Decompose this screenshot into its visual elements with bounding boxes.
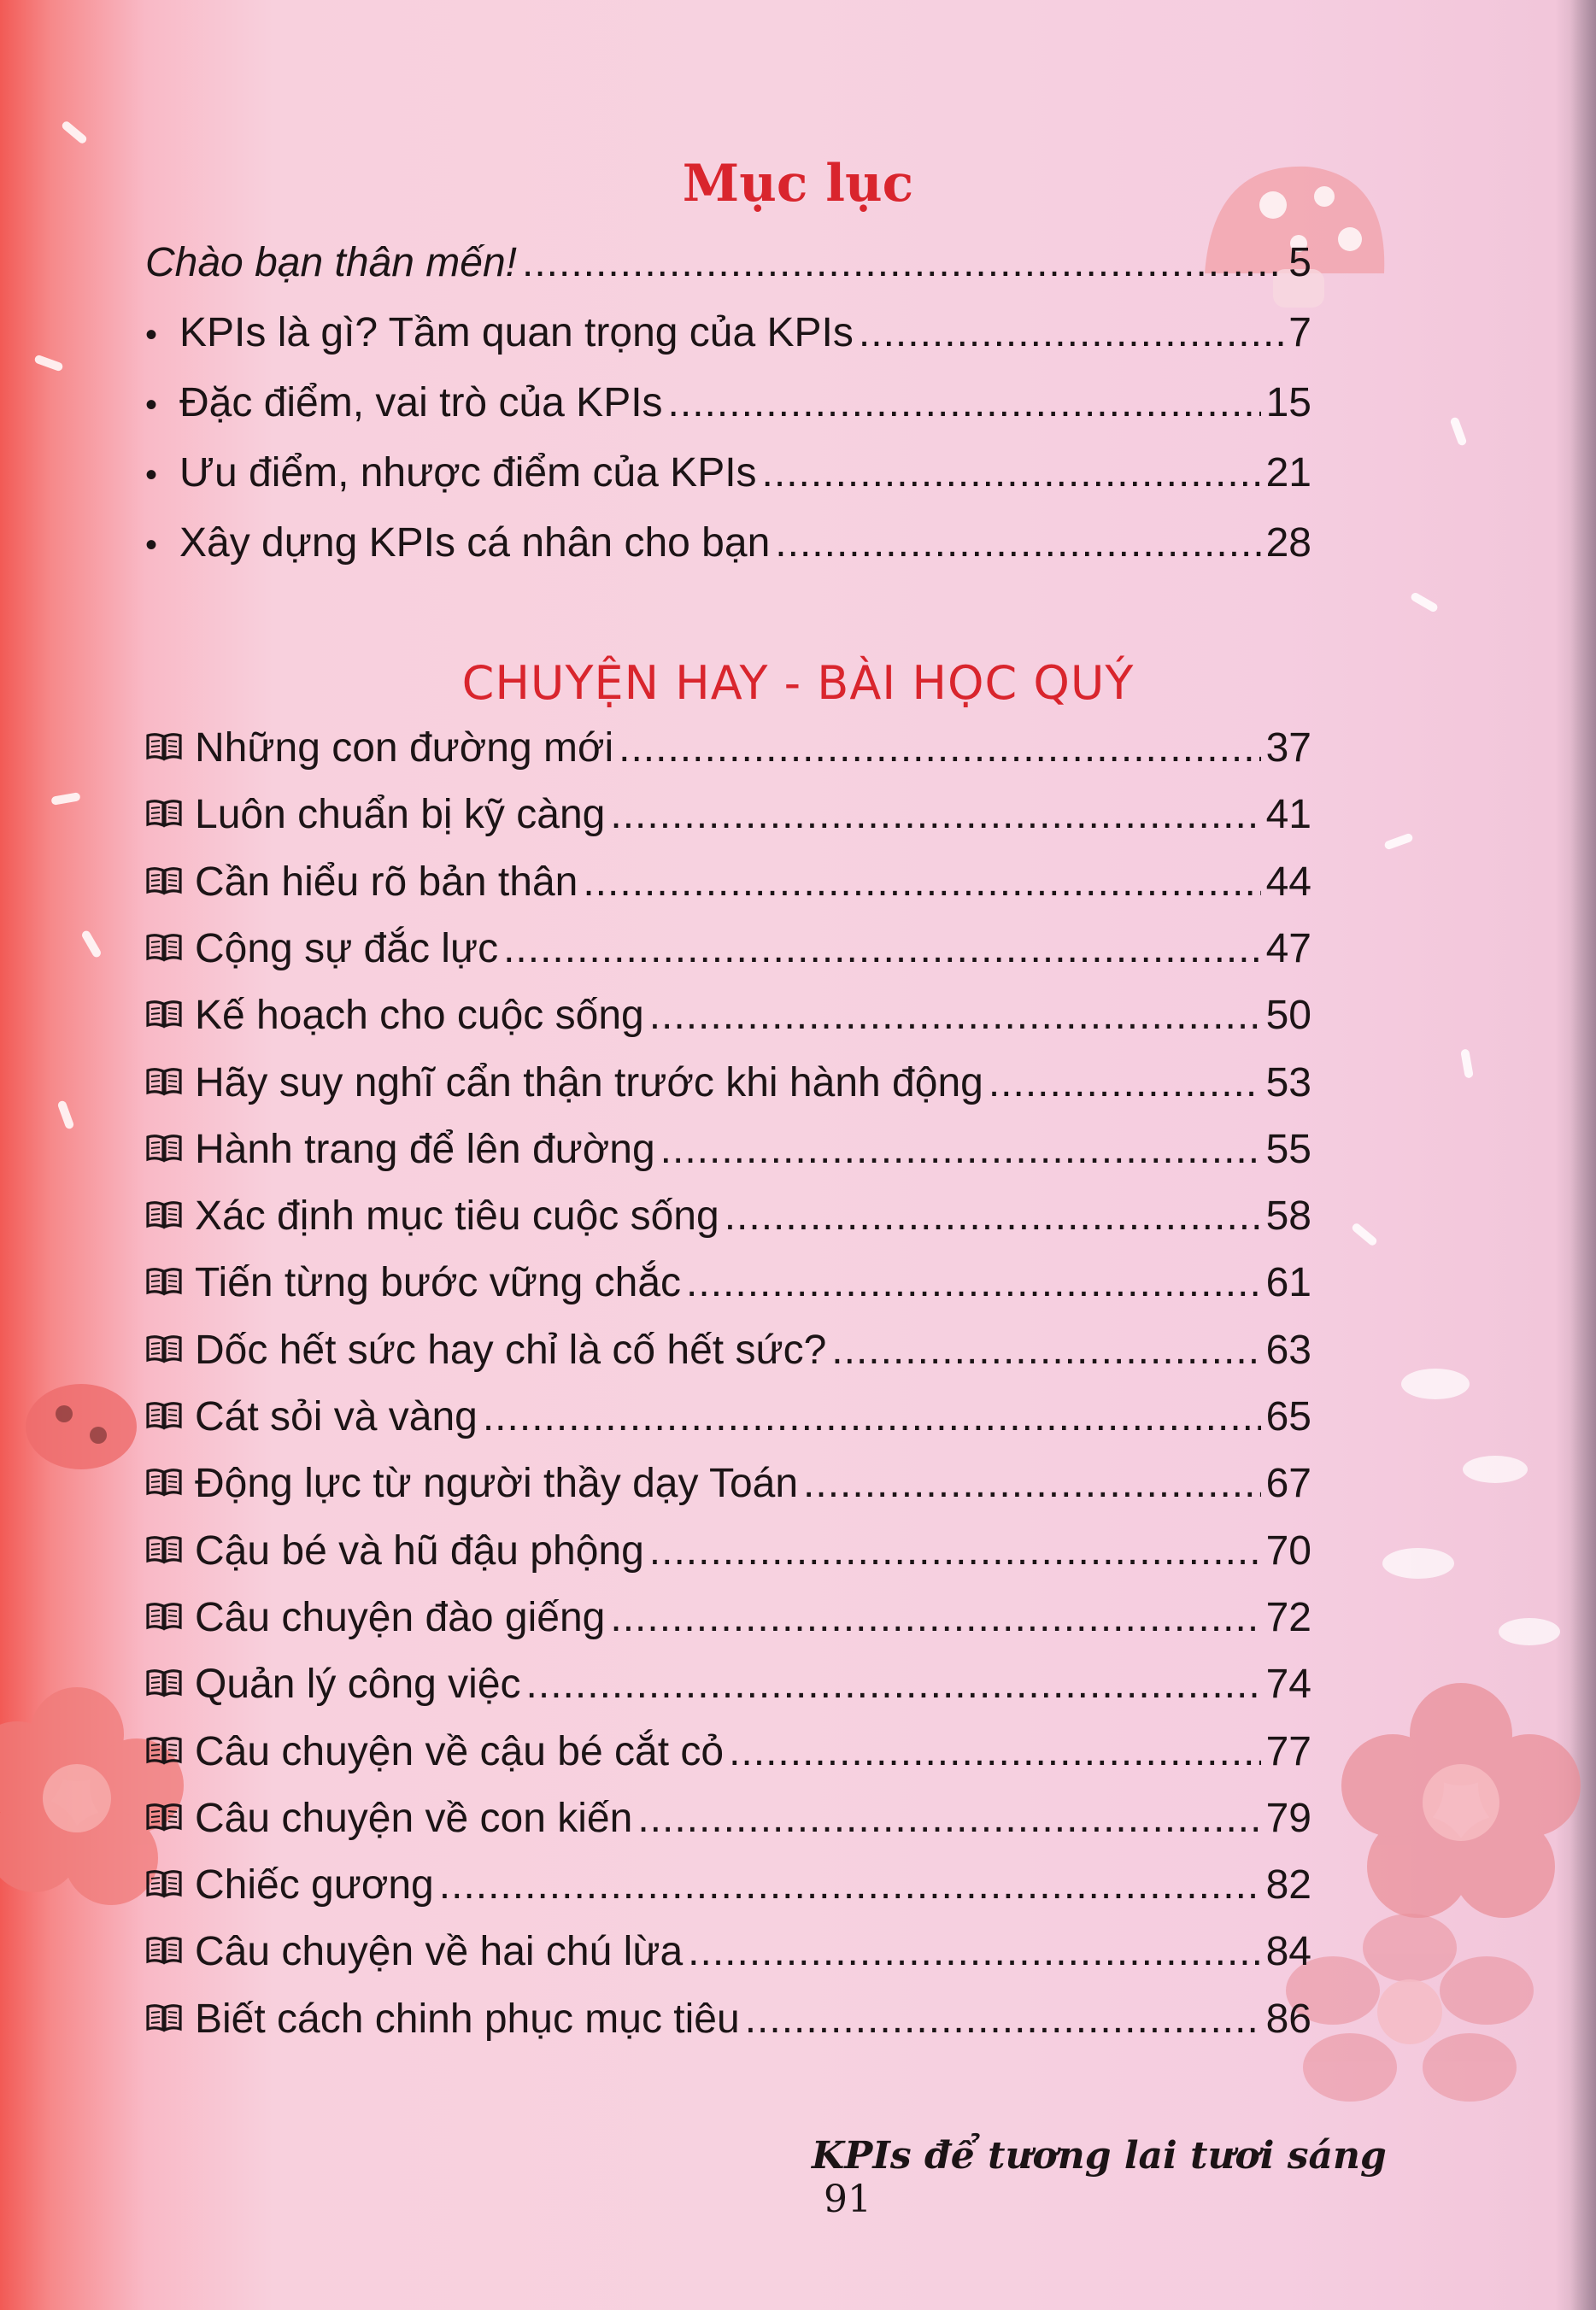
toc-story-row[interactable] [145,1996,1311,2047]
book-icon [145,1661,195,1708]
toc-story-page: 47 [1265,926,1311,971]
toc-story-page: 82 [1265,1862,1311,1908]
toc-story-row[interactable] [145,1661,1311,1712]
toc-story-title: Dốc hết sức hay chỉ là cố hết sức? [195,1328,827,1373]
toc-story-row[interactable] [145,1795,1311,1846]
toc-intro-title: Chào bạn thân mến! [145,240,517,285]
toc-story-row[interactable] [145,925,1311,976]
toc-bullet-page: 28 [1265,520,1311,566]
book-icon [145,992,195,1039]
bullet-marker: • [145,456,158,494]
toc-story-row[interactable] [145,1928,1311,1979]
toc-bullet-row[interactable] [145,519,1311,571]
toc-story-row[interactable] [145,859,1311,910]
bullet-marker: • [145,316,158,354]
toc-bullet-title: KPIs là gì? Tầm quan trọng của KPIs [179,310,854,355]
toc-story-page: 55 [1265,1127,1311,1172]
toc-story-page: 79 [1265,1796,1311,1841]
book-icon [145,925,195,972]
toc-story-title: Tiến từng bước vững chắc [195,1260,682,1305]
book-icon [145,1126,195,1173]
dot-leader [583,859,1260,906]
page-edge-shadow [1570,0,1596,2310]
dash-decoration [1351,1222,1378,1247]
dot-leader [859,309,1283,356]
book-icon [145,1594,195,1641]
toc-bullet-page: 21 [1265,450,1311,495]
toc-story-page: 67 [1265,1461,1311,1506]
toc-story-page: 77 [1265,1729,1311,1774]
dot-leader [649,1527,1261,1574]
dash-decoration [50,792,80,806]
dot-leader [483,1393,1261,1440]
toc-story-row[interactable] [145,791,1311,842]
dot-leader [831,1327,1260,1374]
toc-story-page: 53 [1265,1060,1311,1105]
toc-story-title: Câu chuyện về con kiến [195,1796,633,1841]
dash-decoration [61,120,88,145]
toc-story-page: 84 [1265,1929,1311,1974]
toc-bullet-page: 15 [1265,380,1311,425]
section-title: CHUYỆN HAY - BÀI HỌC QUÝ [461,656,1135,710]
toc-story-title: Quản lý công việc [195,1662,521,1707]
book-icon [145,1928,195,1975]
toc-story-page: 63 [1265,1328,1311,1373]
toc-story-title: Câu chuyện đào giếng [195,1595,606,1640]
book-icon [145,1861,195,1908]
toc-story-row[interactable] [145,1259,1311,1310]
toc-story-page: 65 [1265,1394,1311,1439]
toc-intro-page: 5 [1288,240,1311,285]
toc-bullet-title: Xây dựng KPIs cá nhân cho bạn [179,520,771,566]
ladybug-decoration [17,1367,145,1478]
dash-decoration [33,354,63,372]
book-icon [145,1327,195,1374]
footer-book-title: KPIs để tương lai tươi sáng [812,2134,1387,2178]
toc-story-row[interactable] [145,1393,1311,1445]
toc-story-title: Cát sỏi và vàng [195,1394,478,1439]
toc-story-row[interactable] [145,1728,1311,1779]
book-icon [145,1527,195,1574]
flower-decoration-right [1333,1674,1589,1931]
book-icon [145,724,195,771]
dot-leader [660,1126,1261,1173]
toc-story-row[interactable] [145,1527,1311,1579]
toc-story-title: Biết cách chinh phục mục tiêu [195,1996,740,2042]
dot-leader [688,1928,1260,1975]
dot-leader [439,1861,1261,1908]
toc-story-title: Câu chuyện về hai chú lừa [195,1929,684,1974]
dot-leader [522,239,1283,286]
toc-story-title: Câu chuyện về cậu bé cắt cỏ [195,1729,725,1774]
petals-decoration [1367,1350,1589,1674]
dot-leader [503,925,1261,972]
book-icon [145,1193,195,1240]
toc-story-title: Hành trang để lên đường [195,1127,655,1172]
toc-story-title: Cậu bé và hũ đậu phộng [195,1528,644,1574]
toc-story-row[interactable] [145,1460,1311,1511]
dot-leader [526,1661,1261,1708]
toc-story-title: Những con đường mới [195,725,614,771]
book-icon [145,1460,195,1507]
dot-leader [762,449,1261,496]
toc-bullet-page: 7 [1288,310,1311,355]
bullet-marker: • [145,386,158,424]
toc-story-page: 74 [1265,1662,1311,1707]
toc-story-title: Kế hoạch cho cuộc sống [195,993,644,1038]
dot-leader [610,1594,1260,1641]
toc-story-page: 70 [1265,1528,1311,1574]
toc-story-page: 86 [1265,1996,1311,2042]
toc-story-title: Luôn chuẩn bị kỹ càng [195,792,606,837]
book-icon [145,791,195,838]
toc-story-row[interactable] [145,1193,1311,1244]
toc-story-row[interactable] [145,1126,1311,1177]
dot-leader [775,519,1260,566]
dot-leader [729,1728,1261,1775]
book-icon [145,1393,195,1440]
toc-story-row[interactable] [145,1327,1311,1378]
book-icon [145,859,195,906]
toc-story-row[interactable] [145,724,1311,776]
toc-intro-row[interactable] [145,239,1311,290]
toc-bullet-row[interactable] [145,449,1311,501]
page-footer [812,2134,1410,2221]
book-icon [145,1728,195,1775]
dot-leader [637,1795,1260,1842]
dot-leader [989,1059,1261,1106]
toc-story-page: 44 [1265,859,1311,905]
toc-story-row[interactable] [145,1594,1311,1645]
toc-story-title: Động lực từ người thầy dạy Toán [195,1461,799,1506]
dot-leader [668,379,1261,426]
toc-story-page: 50 [1265,993,1311,1038]
toc-story-row[interactable] [145,1861,1311,1913]
dot-leader [686,1259,1261,1306]
footer-page-number: 91 [824,2178,871,2221]
bullet-marker: • [145,526,158,564]
toc-story-page: 37 [1265,725,1311,771]
toc-bullet-title: Ưu điểm, nhược điểm của KPIs [179,450,757,495]
toc-bullet-row[interactable] [145,379,1311,431]
toc-story-row[interactable] [145,992,1311,1043]
dot-leader [649,992,1261,1039]
dash-decoration [80,929,103,959]
toc-story-title: Cộng sự đắc lực [195,926,499,971]
toc-story-page: 72 [1265,1595,1311,1640]
book-icon [145,1259,195,1306]
toc-story-page: 41 [1265,792,1311,837]
dot-leader [725,1193,1261,1240]
dash-decoration [1460,1048,1474,1078]
toc-heading: Mục lục [682,154,914,214]
toc-story-title: Xác định mục tiêu cuộc sống [195,1193,719,1239]
toc-story-row[interactable] [145,1059,1311,1111]
toc-story-page: 58 [1265,1193,1311,1239]
book-icon [145,1059,195,1106]
dot-leader [803,1460,1261,1507]
toc-bullet-title: Đặc điểm, vai trò của KPIs [179,380,663,425]
toc-bullet-row[interactable] [145,309,1311,361]
book-icon [145,1795,195,1842]
dot-leader [745,1996,1261,2043]
dot-leader [610,791,1260,838]
toc-story-title: Hãy suy nghĩ cẩn thận trước khi hành động [195,1060,983,1105]
toc-story-page: 61 [1265,1260,1311,1305]
dash-decoration [1410,591,1439,613]
toc-story-title: Cần hiểu rõ bản thân [195,859,578,905]
toc-story-title: Chiếc gương [195,1862,434,1908]
dot-leader [619,724,1261,771]
dash-decoration [56,1099,74,1129]
dash-decoration [1449,416,1467,446]
dash-decoration [1383,832,1413,850]
book-icon [145,1996,195,2043]
